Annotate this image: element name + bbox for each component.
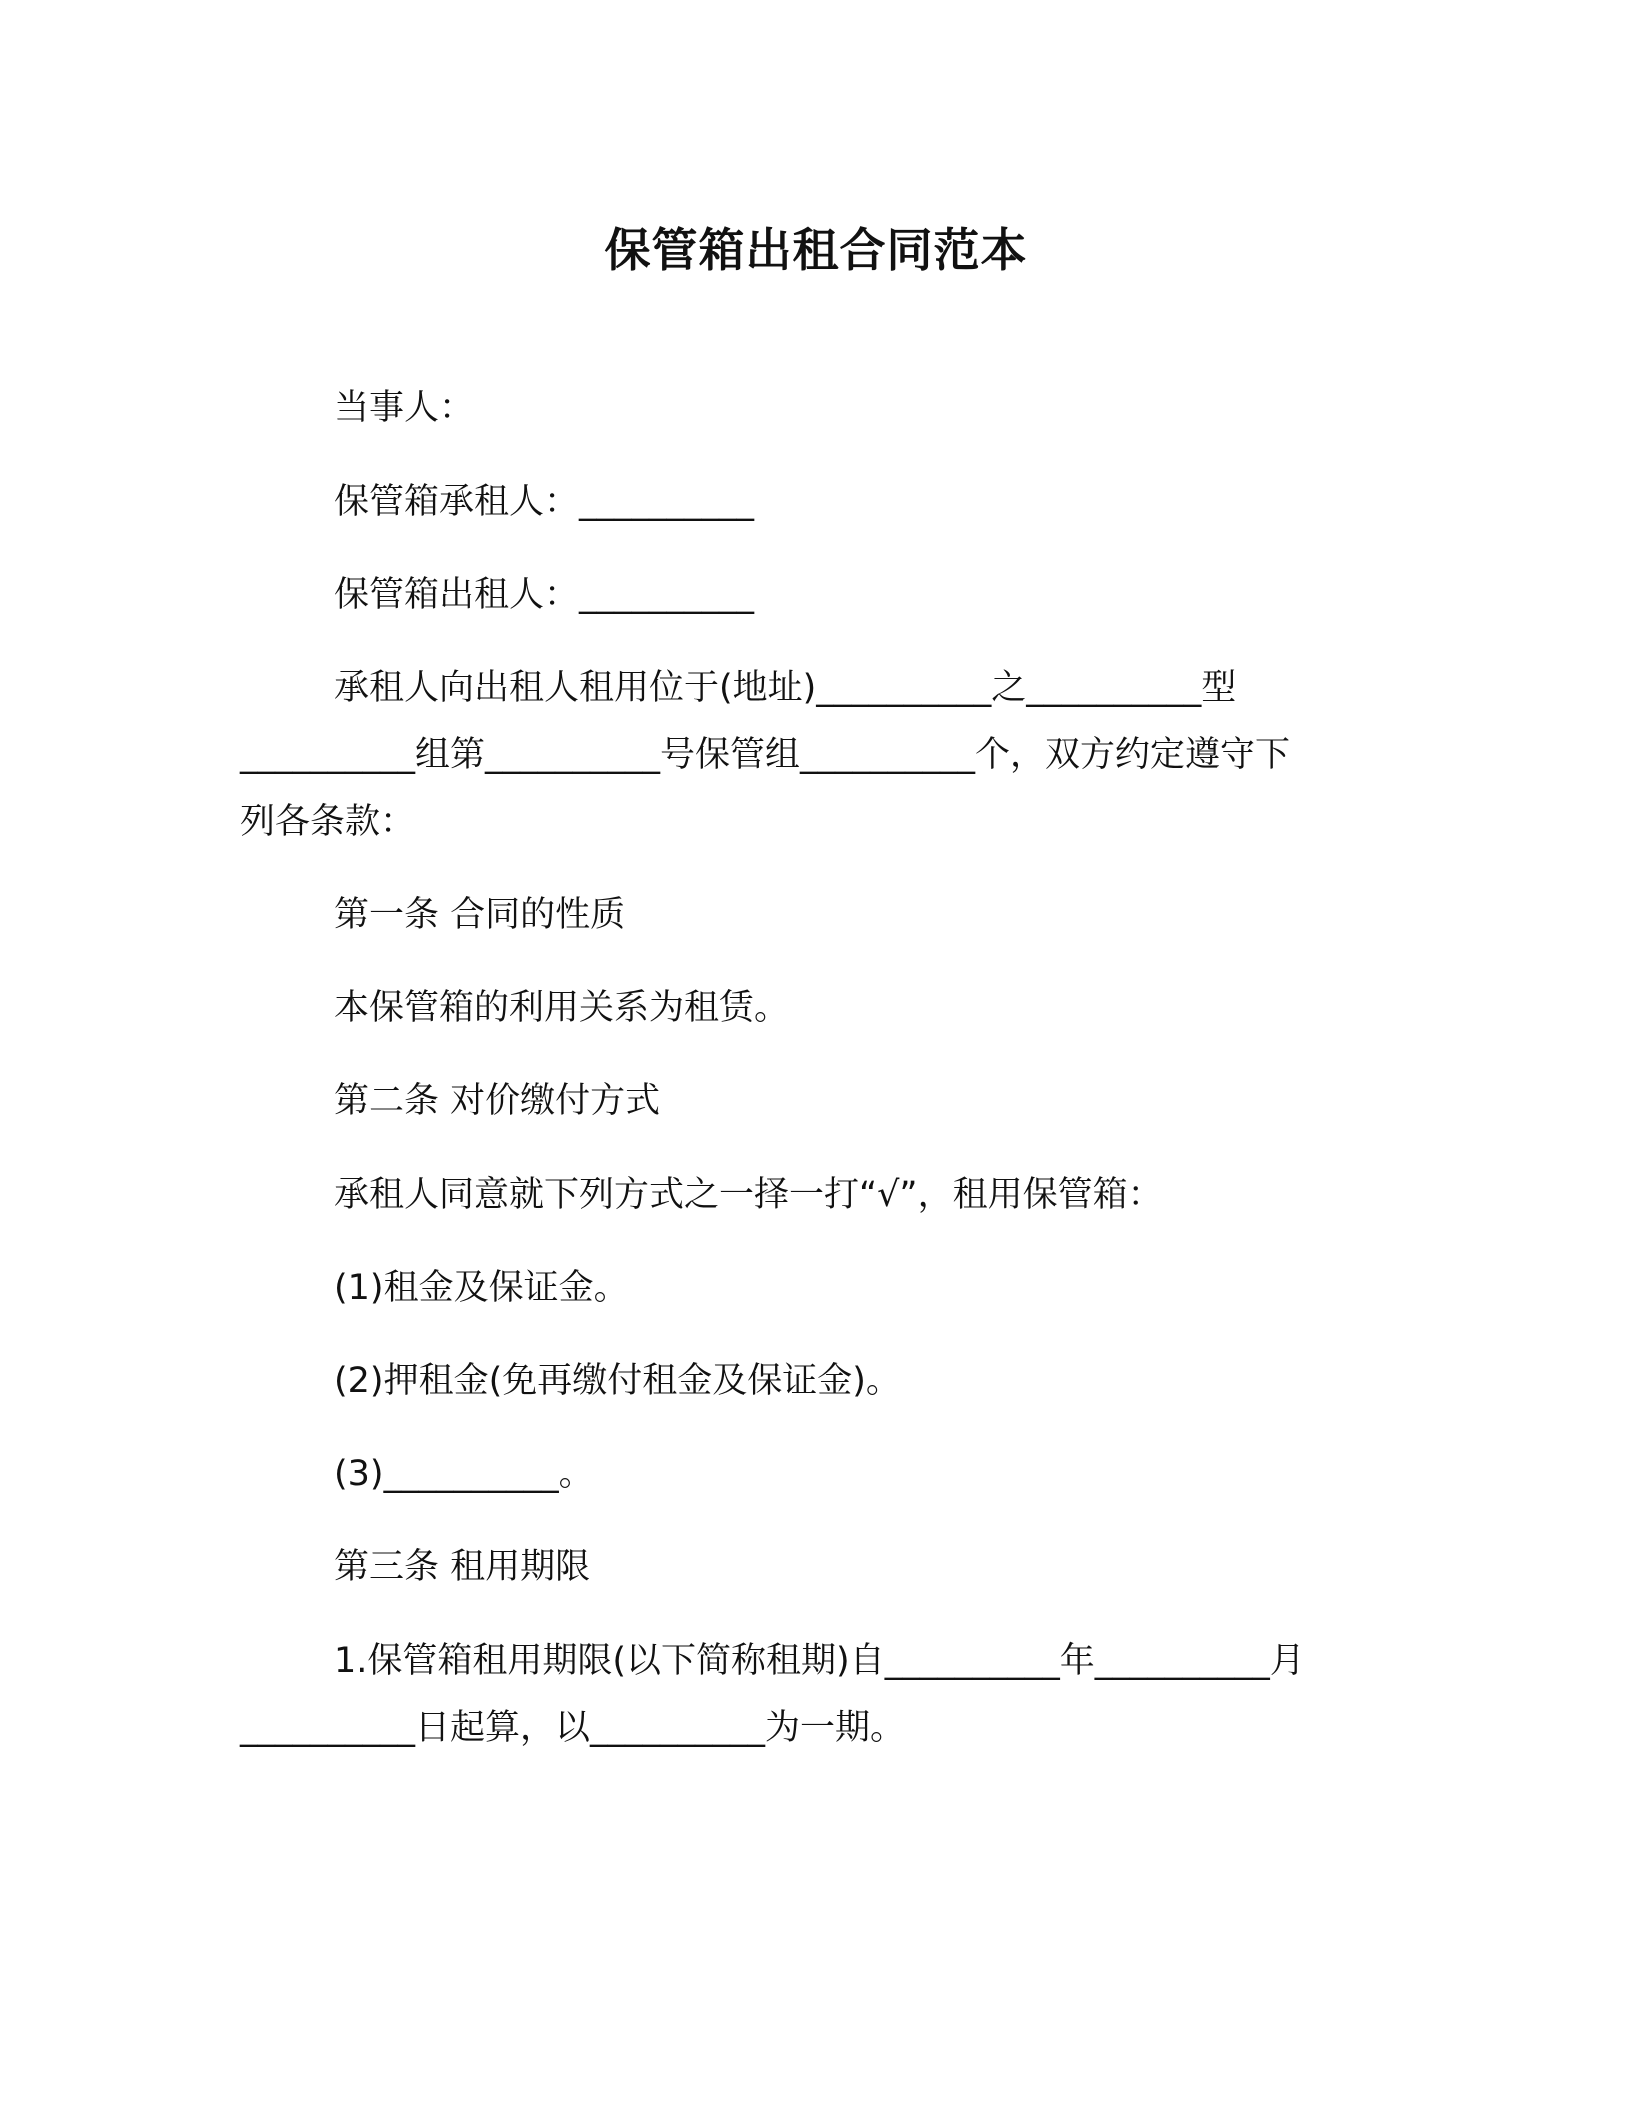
- article-3-heading: 第三条 租用期限: [334, 1547, 591, 1587]
- article-2-body: 承租人同意就下列方式之一择一打“√”，租用保管箱：: [334, 1175, 1163, 1215]
- article-2-option-1: (1)租金及保证金。: [334, 1268, 629, 1308]
- intro-line-2: __________组第__________号保管组__________个，双方约定遵守下: [240, 735, 1291, 775]
- article-2-option-3: (3)__________。: [334, 1454, 594, 1494]
- article-1-heading: 第一条 合同的性质: [334, 895, 626, 935]
- article-2-heading: 第二条 对价缴付方式: [334, 1081, 661, 1121]
- lessee-line: 保管箱承租人：__________: [334, 482, 755, 522]
- parties-heading: 当事人：: [334, 388, 475, 428]
- article-3-item-1-line-2: __________日起算，以__________为一期。: [240, 1708, 906, 1748]
- intro-line-1: 承租人向出租人租用位于(地址)__________之__________型: [334, 668, 1237, 708]
- article-1-body: 本保管箱的利用关系为租赁。: [334, 988, 790, 1028]
- article-2-option-2: (2)押租金(免再缴付租金及保证金)。: [334, 1361, 901, 1401]
- document-title: 保管箱出租合同范本: [604, 223, 1028, 277]
- lessor-line: 保管箱出租人：__________: [334, 575, 755, 615]
- intro-line-3: 列各条款：: [240, 802, 416, 842]
- article-3-item-1-line-1: 1.保管箱租用期限(以下简称租期)自__________年__________月: [334, 1641, 1305, 1681]
